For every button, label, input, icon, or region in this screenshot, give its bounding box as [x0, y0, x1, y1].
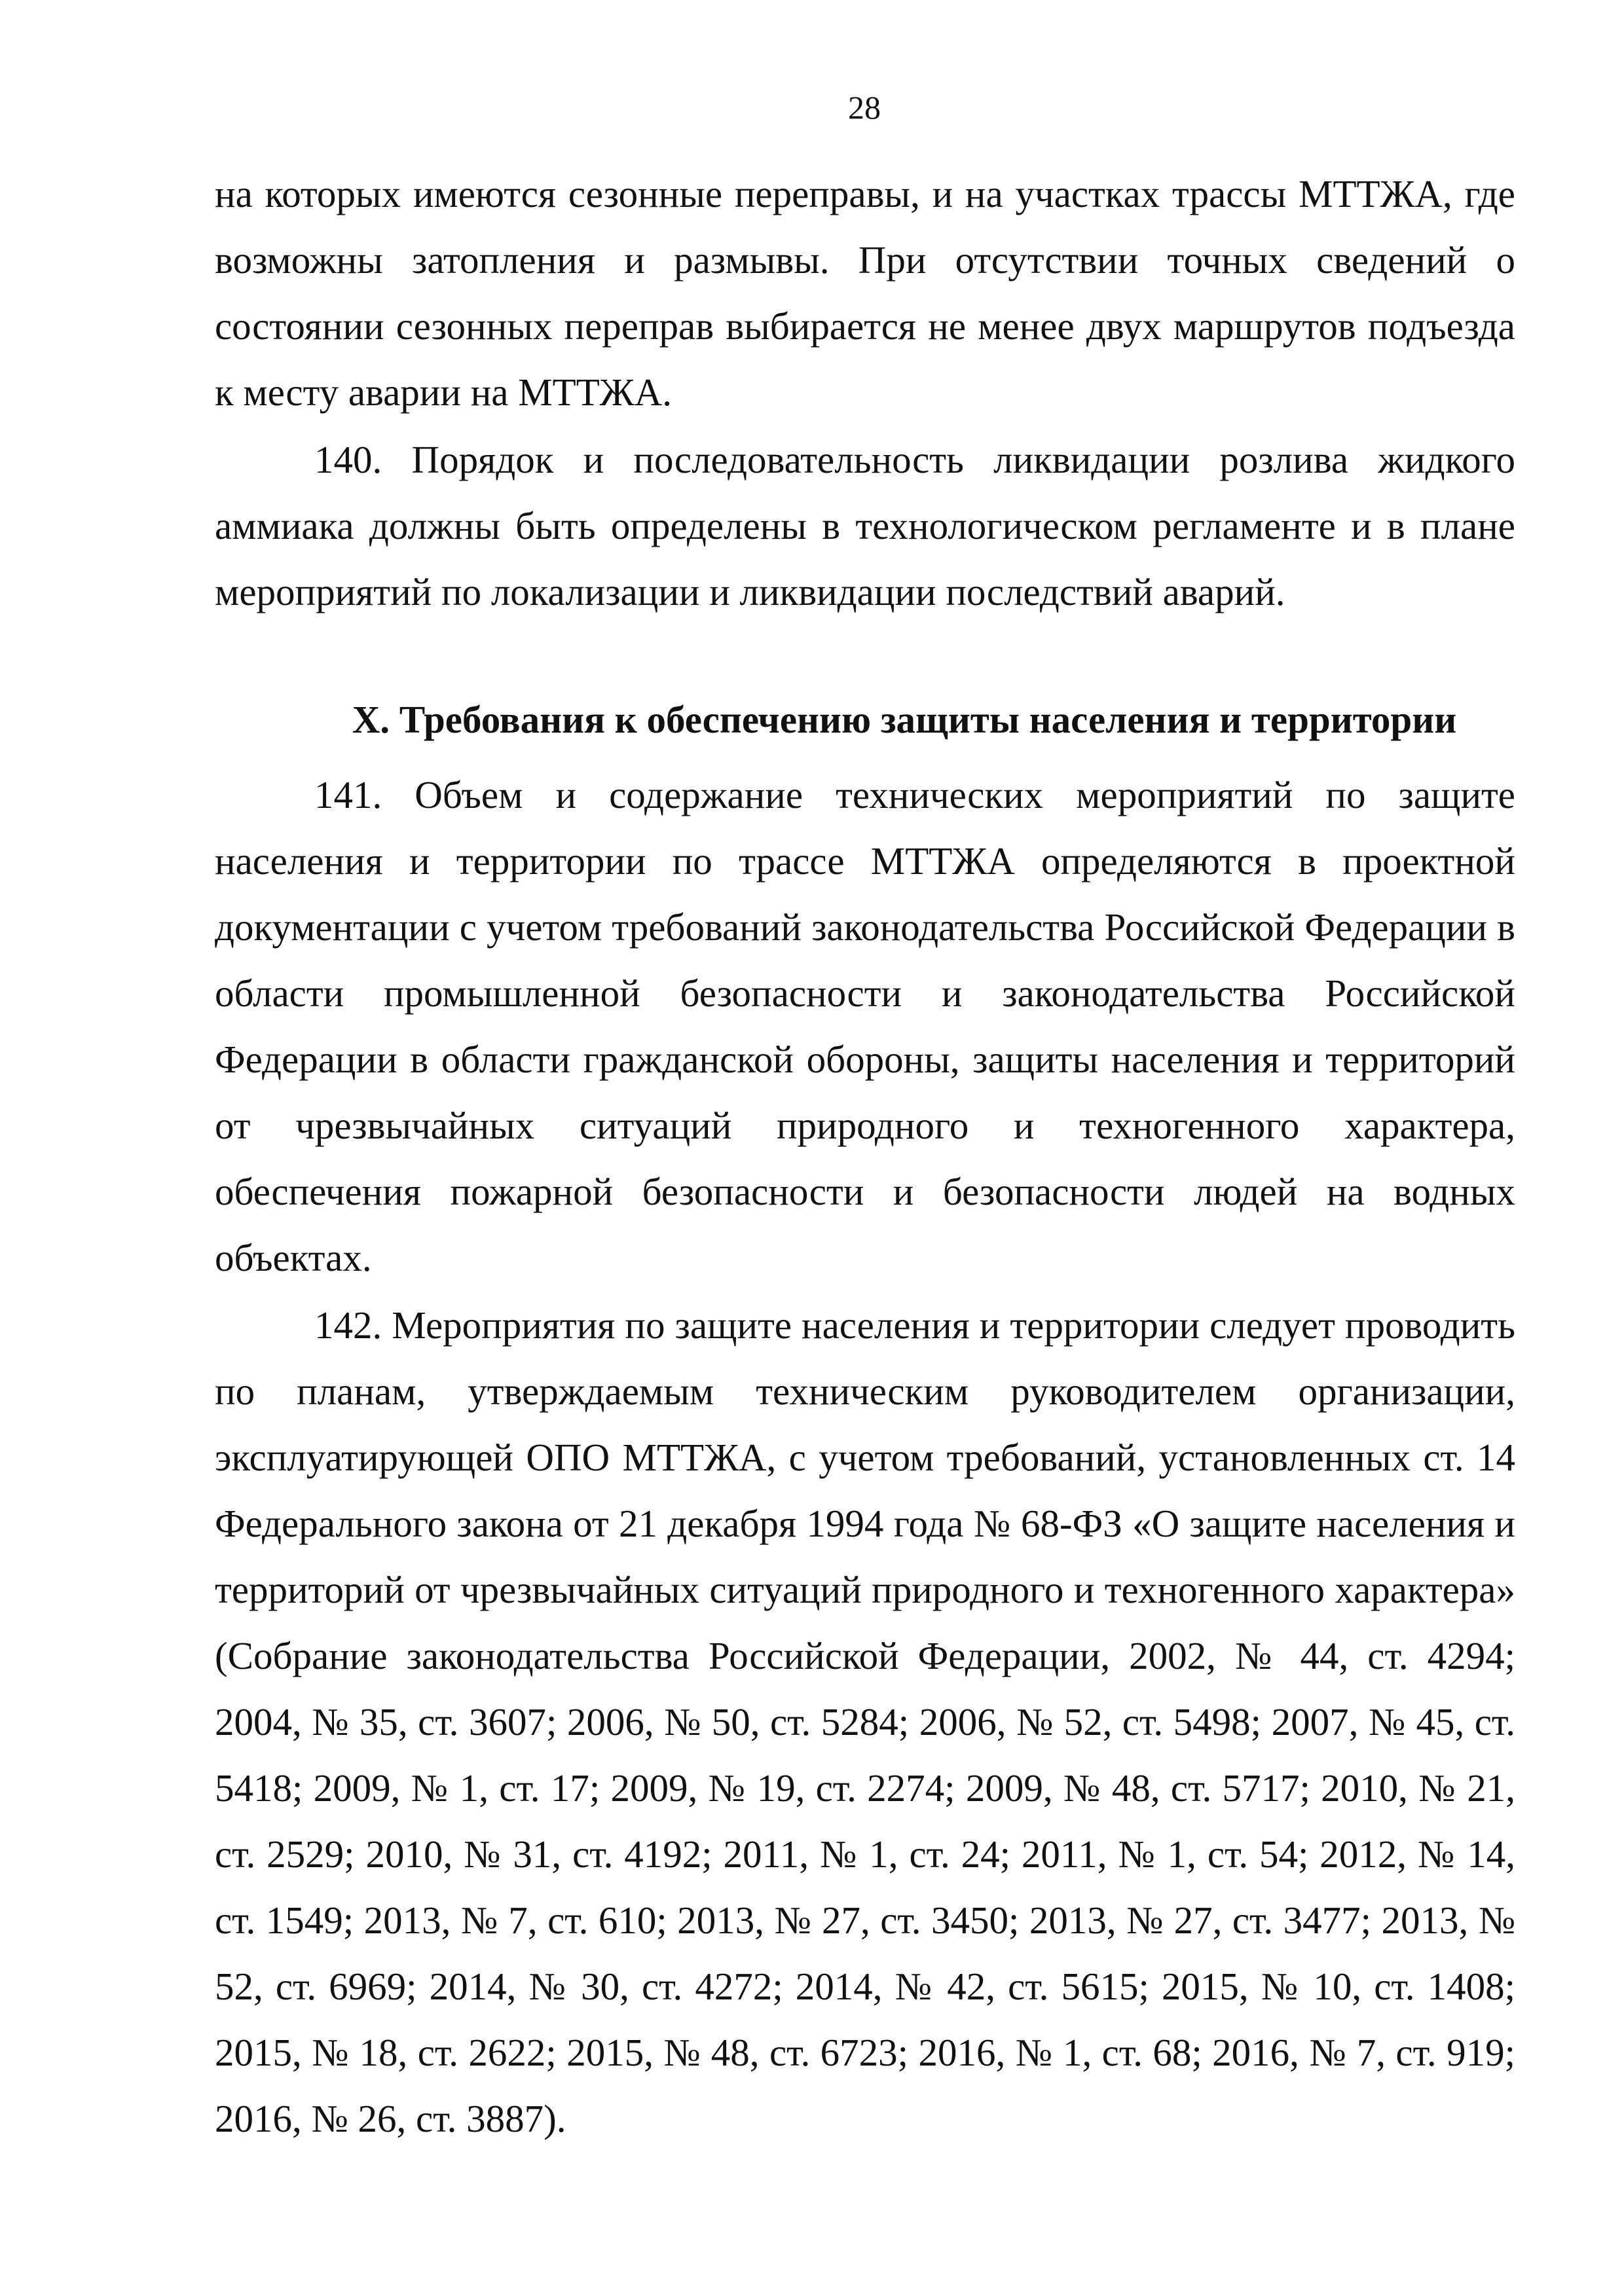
paragraph-140: 140. Порядок и последовательность ликвидации розлива жидкого аммиака должны быть определены в технологическом регламенте и в плане мероприятий по локализации и ликвидации последствий аварий. — [215, 438, 1515, 613]
spacer — [215, 625, 1515, 687]
section-heading: X. Требования к обеспечению защиты населения и территории — [352, 698, 1457, 741]
page-number: 28 — [848, 89, 881, 126]
spacer — [215, 753, 1515, 762]
page-content — [215, 161, 1515, 2152]
paragraph-continuation: на которых имеются сезонные переправы, и на участках трассы МТТЖА, где возможны затопления и размывы. При отсутствии точных сведений о состоянии сезонных переправ выбирается не менее двух маршрутов подъезда к месту аварии на МТТЖА. — [215, 172, 1515, 414]
paragraph-142: 142. Мероприятия по защите населения и территории следует проводить по планам, утверждаемым техническим руководителем организации, эксплуатирующей ОПО МТТЖА, с учетом требований, установленных ст. 14 Федерального закона от 21 декабря 1994 года № 68-ФЗ «О защите населения и территорий от чрезвычайных ситуаций природного и техногенного характера» (Собрание законодательства Российской Федерации, 2002, № 44, ст. 4294; 2004, № 35, ст. 3607; 2006, № 50, ст. 5284; 2006, № 52, ст. 5498; 2007, № 45, ст. 5418; 2009, № 1, ст. 17; 2009, № 19, ст. 2274; 2009, № 48, ст. 5717; 2010, № 21, ст. 2529; 2010, № 31, ст. 4192; 2011, № 1, ст. 24; 2011, № 1, ст. 54; 2012, № 14, ст. 1549; 2013, № 7, ст. 610; 2013, № 27, ст. 3450; 2013, № 27, ст. 3477; 2013, № 52, ст. 6969; 2014, № 30, ст. 4272; 2014, № 42, ст. 5615; 2015, № 10, ст. 1408; 2015, № 18, ст. 2622; 2015, № 48, ст. 6723; 2016, № 1, ст. 68; 2016, № 7, ст. 919; 2016, № 26, ст. 3887). — [215, 1303, 1515, 2140]
paragraph-141: 141. Объем и содержание технических мероприятий по защите населения и территории по трассе МТТЖА определяются в проектной документации с учетом требований законодательства Российской Федерации в области промышленной безопасности и законодательства Российской Федерации в области гражданской обороны, защиты населения и территорий от чрезвычайных ситуаций природного и техногенного характера, обеспечения пожарной безопасности и безопасности людей на водных объектах. — [215, 773, 1515, 1279]
